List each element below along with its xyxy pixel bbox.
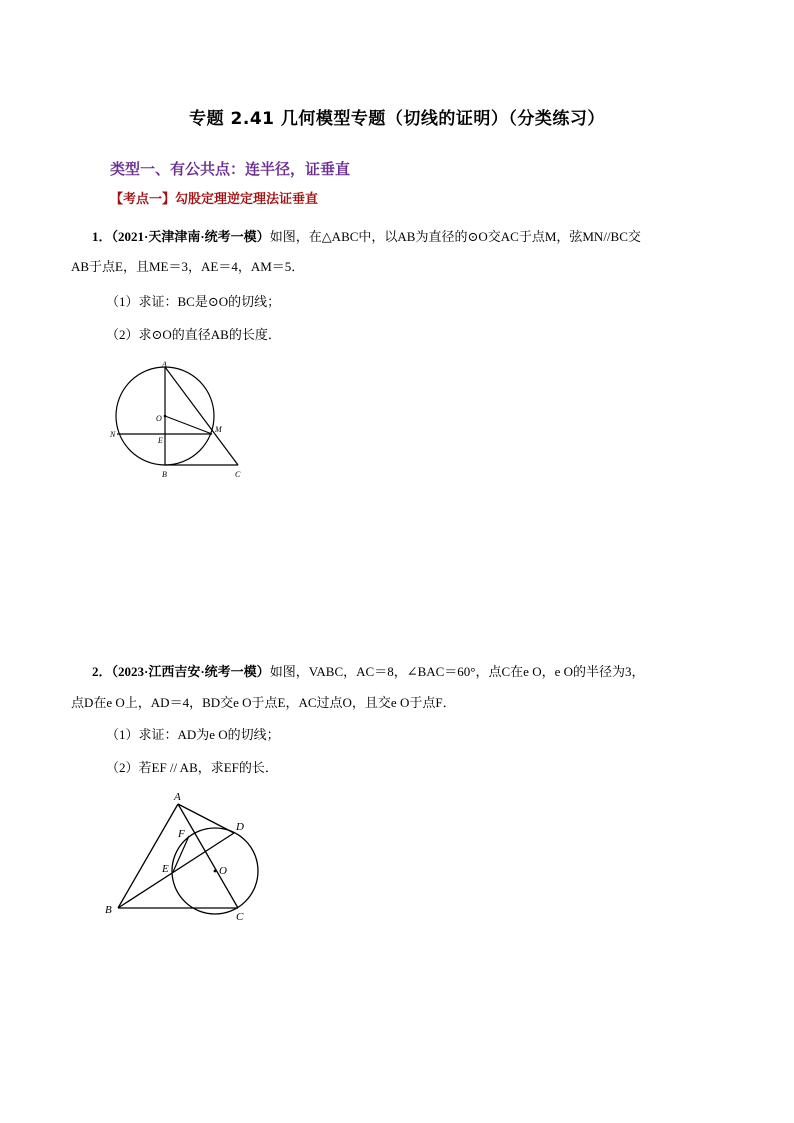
q1-radius-om [165,416,212,434]
q1-stem-line2: AB于点E，且ME＝3，AE＝4，AM＝5． [71,259,305,274]
q1-label-o: O [156,414,162,423]
kaodian-heading: 【考点一】勾股定理逆定理法证垂直 [110,192,319,207]
q1-center-dot [164,415,167,418]
q1-label-m: M [215,425,222,434]
q1-label-c: C [235,470,241,479]
q2-number: 2． [92,664,112,679]
q2-label-f: F [178,828,185,840]
type-heading: 类型一、有公共点：连半径，证垂直 [110,160,351,178]
q2-label-d: D [236,821,244,833]
q2-figure [100,790,275,925]
page-title: 专题 2.41 几何模型专题（切线的证明）（分类练习） [189,109,605,129]
q1-label-b: B [162,470,167,479]
q2-label-c: C [236,911,244,923]
q1-label-n: N [110,430,116,439]
q2-label-e: E [162,863,169,875]
q2-label-o: O [219,865,227,877]
q1-line-ac [165,367,238,465]
q2-stem-a: 如图，VABC，AC＝8，∠BAC＝60°，点C在e O，e O的半径为3， [269,664,645,679]
q2-label-a: A [174,791,181,803]
q1-stem-line1 [92,227,641,247]
q1-stem-a: 如图，在△ABC中，以AB为直径的⊙O交AC于点M，弦MN//BC交 [269,229,641,244]
q2-center-dot [214,870,217,873]
q1-figure [100,355,260,485]
q1-label-e: E [158,436,163,445]
q2-stem-line2: 点D在e O上，AD＝4，BD交e O于点E，AC过点O，且交e O于点F． [71,695,456,710]
q2-part1: （1）求证：AD为e O的切线； [106,727,280,742]
q1-part1: （1）求证：BC是⊙O的切线； [106,294,281,309]
q1-part2: （2）求⊙O的直径AB的长度． [106,327,281,342]
q2-source: （2023·江西吉安·统考一模） [111,664,270,679]
q1-label-a: A [162,360,167,369]
q2-label-b: B [105,904,112,916]
q2-part2: （2）若EF // AB，求EF的长． [106,760,278,775]
q1-number: 1． [92,229,112,244]
q1-source: （2021·天津津南·统考一模） [111,229,270,244]
q2-line-ab [118,804,178,908]
q2-stem-line1 [92,662,645,682]
